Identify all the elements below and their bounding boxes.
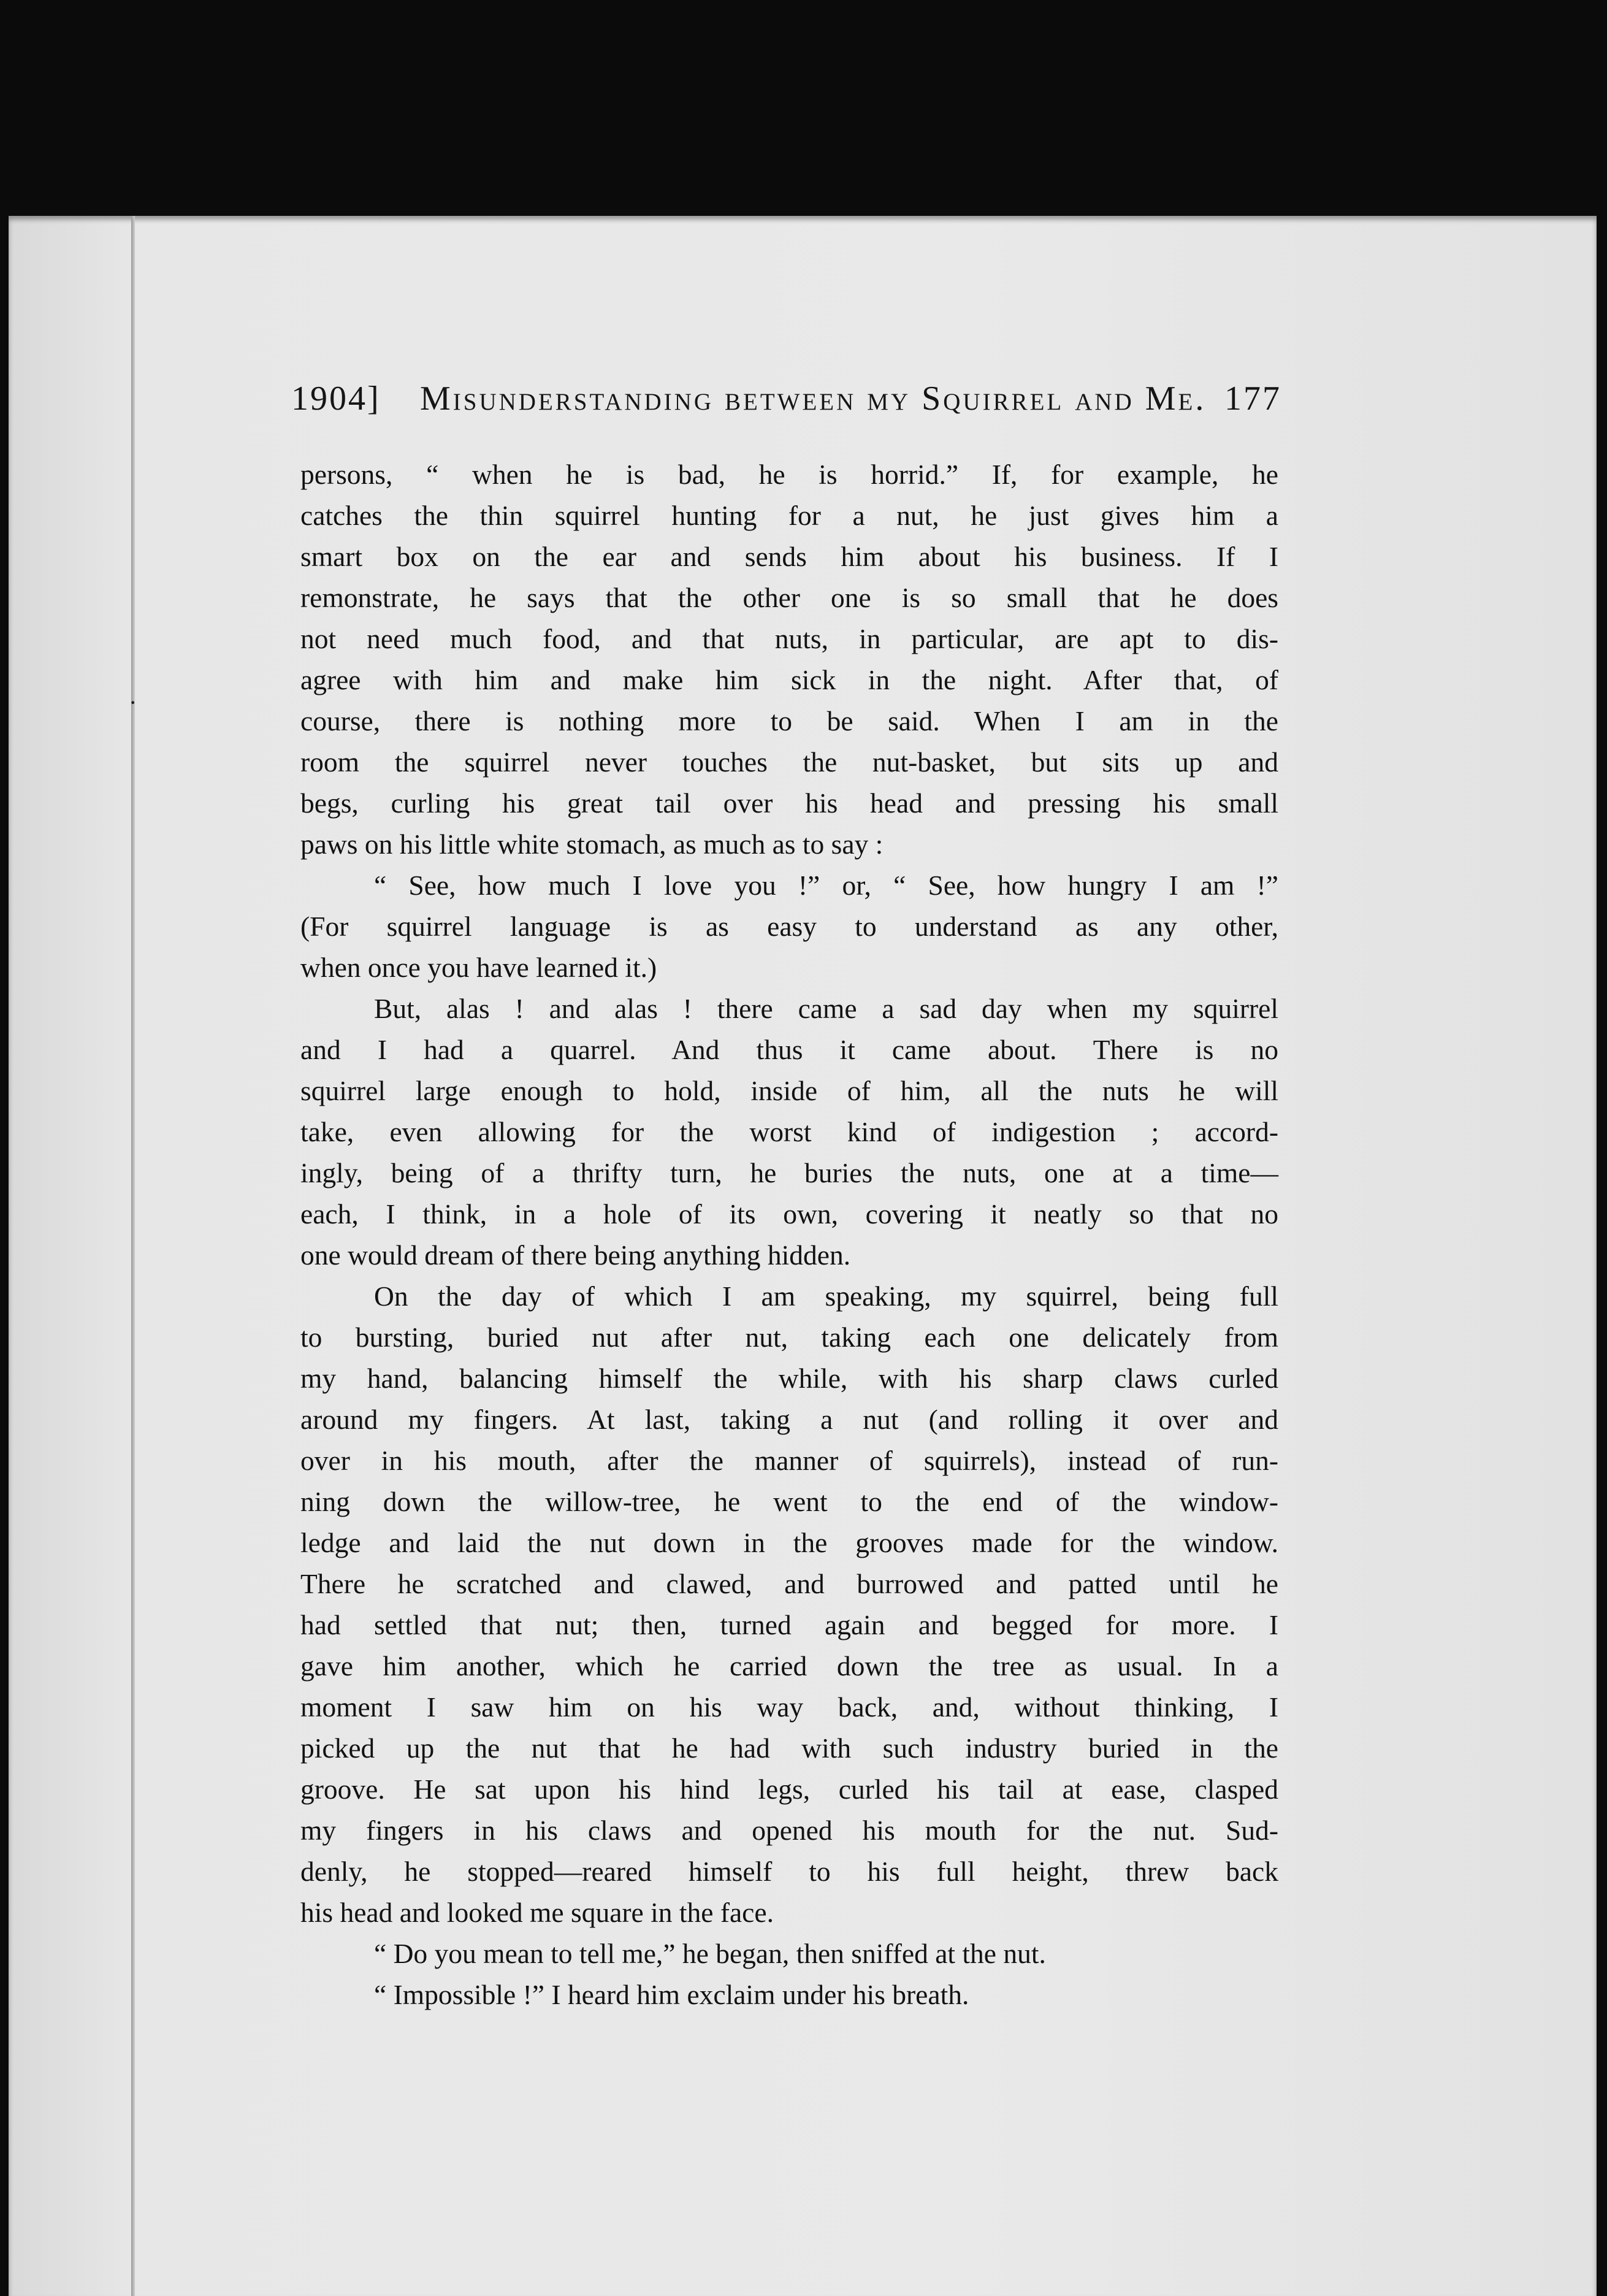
page-gutter — [131, 216, 135, 2296]
text-line: agree with him and make him sick in the night. After that, of — [300, 664, 1278, 695]
text-line: picked up the nut that he had with such industry buried in the — [300, 1732, 1278, 1764]
text-line: and I had a quarrel. And thus it came about. There is no — [300, 1034, 1278, 1065]
text-line: begs, curling his great tail over his head and pressing his small — [300, 787, 1278, 819]
text-line: take, even allowing for the worst kind of indigestion ; accord- — [300, 1116, 1278, 1147]
text-line: But, alas ! and alas ! there came a sad day when my squirrel — [374, 993, 1278, 1024]
text-line: On the day of which I am speaking, my squirrel, being full — [374, 1280, 1278, 1312]
text-line: persons, “ when he is bad, he is horrid.” If, for example, he — [300, 459, 1278, 490]
text-line: my hand, balancing himself the while, with his sharp claws curled — [300, 1363, 1278, 1394]
text-line: squirrel large enough to hold, inside of him, all the nuts he will — [300, 1075, 1278, 1106]
text-line: gave him another, which he carried down the tree as usual. In a — [300, 1650, 1278, 1682]
text-line: over in his mouth, after the manner of squirrels), instead of run- — [300, 1445, 1278, 1476]
text-line: ledge and laid the nut down in the grooves made for the window. — [300, 1527, 1278, 1558]
text-line: denly, he stopped—reared himself to his full height, threw back — [300, 1856, 1278, 1887]
text-line: “ See, how much I love you !” or, “ See, how hungry I am !” — [374, 870, 1278, 901]
text-line: “ Impossible !” I heard him exclaim under his breath. — [374, 1979, 969, 2010]
text-line: moment I saw him on his way back, and, without thinking, I — [300, 1691, 1278, 1723]
text-line: ingly, being of a thrifty turn, he buries the nuts, one at a time— — [300, 1157, 1278, 1188]
text-line: when once you have learned it.) — [300, 952, 657, 983]
text-line: groove. He sat upon his hind legs, curled his tail at ease, clasped — [300, 1774, 1278, 1805]
text-line: remonstrate, he says that the other one is so small that he does — [300, 582, 1278, 613]
text-line: “ Do you mean to tell me,” he began, then sniffed at the nut. — [374, 1938, 1046, 1969]
text-line: his head and looked me square in the face. — [300, 1897, 774, 1928]
header-year: 1904] — [291, 380, 381, 418]
text-line: each, I think, in a hole of its own, covering it neatly so that no — [300, 1198, 1278, 1230]
text-line: ning down the willow-tree, he went to the end of the window- — [300, 1486, 1278, 1517]
text-line: to bursting, buried nut after nut, taking each one delicately from — [300, 1322, 1278, 1353]
text-line: (For squirrel language is as easy to understand as any other, — [300, 911, 1278, 942]
margin-mark: · — [129, 689, 137, 716]
text-line: had settled that nut; then, turned again and begged for more. I — [300, 1609, 1278, 1640]
text-line: paws on his little white stomach, as much as to say : — [300, 828, 884, 860]
page-number: 177 — [1224, 380, 1281, 418]
text-line: one would dream of there being anything hidden. — [300, 1239, 851, 1271]
text-line: smart box on the ear and sends him about his business. If I — [300, 541, 1278, 572]
text-line: around my fingers. At last, taking a nut (and rolling it over and — [300, 1404, 1278, 1435]
text-line: room the squirrel never touches the nut-basket, but sits up and — [300, 746, 1278, 778]
text-line: not need much food, and that nuts, in particular, are apt to dis- — [300, 623, 1278, 654]
text-line: catches the thin squirrel hunting for a nut, he just gives him a — [300, 500, 1278, 531]
text-line: There he scratched and clawed, and burrowed and patted until he — [300, 1568, 1278, 1599]
text-line: course, there is nothing more to be said. When I am in the — [300, 705, 1278, 737]
body-text — [300, 454, 1278, 2015]
text-line: my fingers in his claws and opened his mouth for the nut. Sud- — [300, 1815, 1278, 1846]
header-title: Misunderstanding between my Squirrel and Me. — [420, 380, 1207, 418]
